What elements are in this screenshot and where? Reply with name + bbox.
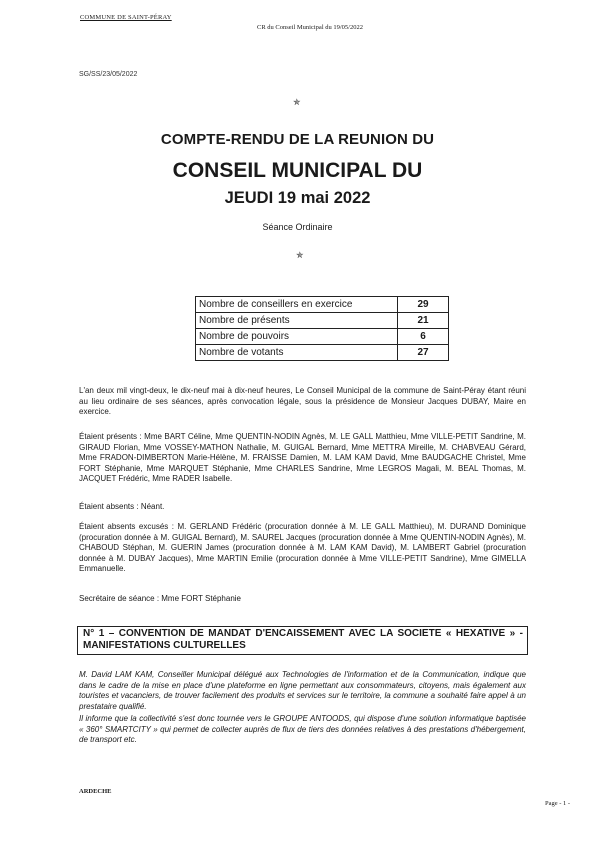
title-line-1: COMPTE-RENDU DE LA REUNION DU xyxy=(160,131,435,148)
count-label: Nombre de votants xyxy=(196,345,398,361)
presents-paragraph: Étaient présents : Mme BART Céline, Mme QUENTIN-NODIN Agnès, M. LE GALL Matthieu, Mme VILLE-PETIT Sandrine, M. GIRAUD Florian, Mme VOSSEY-MATHON Nathalie, M. GUIGAL Bernard, Mme METTRA Mireille, M. CHABVEAU Gérard, Mme FRADON-DIMBERTON Marie-Hélène, M. FRAISSE Damien, M. LAM KAM David, Mme BAUDGACHE Christel, Mme FORT Stéphanie, Mme MARQUET Stéphanie, Mme CHARLES Sandrine, Mme LEGROS Magali, M. BEAL Thomas, M. JACQUET Frédéric, Mme RADER Isabelle. xyxy=(79,432,526,484)
count-value: 6 xyxy=(398,329,449,345)
footer-department: ARDECHE xyxy=(79,788,112,795)
count-value: 27 xyxy=(398,345,449,361)
star-icon: ✯ xyxy=(293,97,301,107)
title-line-3: JEUDI 19 mai 2022 xyxy=(224,189,371,207)
section-title: N° 1 – CONVENTION DE MANDAT D'ENCAISSEMENT AVEC LA SOCIETE « HEXATIVE » - MANIFESTATIONS CULTURELLES xyxy=(83,628,523,651)
session-type: Séance Ordinaire xyxy=(262,222,333,232)
document-reference: SG/SS/23/05/2022 xyxy=(79,71,138,78)
secretary-paragraph: Secrétaire de séance : Mme FORT Stéphanie xyxy=(79,594,242,603)
absents-paragraph: Étaient absents : Néant. xyxy=(79,502,165,511)
count-label: Nombre de présents xyxy=(196,313,398,329)
count-value: 29 xyxy=(398,297,449,313)
body-paragraph-2: Il informe que la collectivité s'est donc tournée vers le GROUPE ANTOODS, qui dispose d'une solution informatique baptisée « 360° SMARTCITY » qui permet de collecter auprès de flux de tiers des données relatives à des prestations d'hébergement, de transport etc. xyxy=(79,714,526,745)
count-label: Nombre de pouvoirs xyxy=(196,329,398,345)
body-paragraph-1: M. David LAM KAM, Conseiller Municipal délégué aux Technologies de l'information et de la Communication, indique que dans le cadre de la mise en place d'une plateforme en ligne permettant aux consommateurs, citoyens, mais également aux touristes et vacanciers, de trouver facilement des produits et services sur le territoire, la commune a souhaité faire appel à un prestataire qualifié. xyxy=(79,670,526,711)
count-value: 21 xyxy=(398,313,449,329)
table-row xyxy=(196,345,449,361)
table-row xyxy=(196,329,449,345)
count-label: Nombre de conseillers en exercice xyxy=(196,297,398,313)
header-commune: COMMUNE DE SAINT-PÉRAY xyxy=(80,14,172,21)
counts-table xyxy=(195,296,449,361)
star-icon: ✯ xyxy=(296,250,304,260)
header-cr-date: CR du Conseil Municipal du 19/05/2022 xyxy=(257,24,363,31)
page-number: Page - 1 - xyxy=(545,800,571,807)
table-row xyxy=(196,313,449,329)
intro-paragraph: L'an deux mil vingt-deux, le dix-neuf mai à dix-neuf heures, Le Conseil Municipal de la commune de Saint-Péray étant réuni au lieu ordinaire de ses séances, après convocation légale, sous la présidence de Monsieur Jacques DUBAY, Maire en exercice. xyxy=(79,386,526,417)
table-row xyxy=(196,297,449,313)
excused-paragraph: Étaient absents excusés : M. GERLAND Frédéric (procuration donnée à M. LE GALL Matthieu), M. DURAND Dominique (procuration donnée à M. GUIGAL Bernard), M. SAUREL Jacques (procuration donnée à Mme QUENTIN-NODIN Agnès), M. CHABOUD Stéphan, M. GUERIN James (procuration donnée à M. LAM KAM David), M. LAMBERT Gabriel (procuration donnée à M. DUBAY Jacques), Mme MARTIN Emilie (procuration donnée à Mme VILLE-PETIT Sandrine), Mme GIMELLA Emmanuelle. xyxy=(79,522,526,574)
title-line-2: CONSEIL MUNICIPAL DU xyxy=(172,159,423,182)
